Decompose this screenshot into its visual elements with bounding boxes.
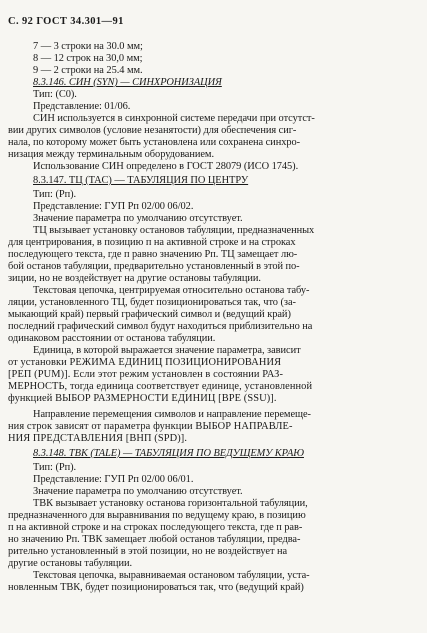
text-line: Тип: (Рп). — [33, 189, 77, 200]
text-line: мыкающий край) первый графический символ и (ведущий край) — [8, 309, 291, 320]
section-heading-148: 8.3.148. ТВК (TALE) — ТАБУЛЯЦИЯ ПО ВЕДУЩЕМУ КРАЮ — [33, 448, 304, 459]
text-line: последний графический символ будут находиться приблизительно на — [8, 321, 313, 332]
text-line: новленным ТВК, будет позиционироваться так, что (ведущий край) — [8, 582, 304, 593]
section-heading-147: 8.3.147. ТЦ (TAC) — ТАБУЛЯЦИЯ ПО ЦЕНТРУ — [33, 175, 249, 186]
text-line: Единица, в которой выражается значение параметра, зависит — [33, 345, 301, 356]
text-line: Текстовая цепочка, выравниваемая остановом табуляции, уста- — [33, 570, 310, 581]
text-line: Текстовая цепочка, центрируемая относительно останова табу- — [33, 285, 310, 296]
text-line: ния строк зависят от параметра функции ВЫБОР НАПРАВЛЕ- — [8, 421, 293, 432]
section-heading-146: 8.3.146. СИН (SYN) — СИНХРОНИЗАЦИЯ — [33, 77, 222, 88]
text-line: вии других символов (условие незанятости) для обеспечения сиг- — [8, 125, 297, 136]
text-line: Значение параметра по умолчанию отсутствует. — [33, 213, 243, 224]
text-line: Представление: ГУП Рп 02/00 06/01. — [33, 474, 194, 485]
text-line: Тип: (Рп). — [33, 462, 77, 473]
text-line: другие остановы табуляции. — [8, 558, 133, 569]
text-line: от установки РЕЖИМА ЕДИНИЦ ПОЗИЦИОНИРОВАНИЯ — [8, 357, 282, 368]
text-line: Значение параметра по умолчанию отсутствует. — [33, 486, 243, 497]
text-line: нала, по которому может быть установлена или сохранена синхро- — [8, 137, 301, 148]
text-line: Представление: ГУП Рп 02/00 06/02. — [33, 201, 194, 212]
text-line: 8 — 12 строк на 30,0 мм; — [33, 53, 143, 64]
text-line: одинаковом расстоянии от останова табуляции. — [8, 333, 216, 344]
text-line: Направление перемещения символов и направление перемеще- — [33, 409, 311, 420]
text-line: [РЕП (PUM)]. Если этот режим установлен в состоянии РАЗ- — [8, 369, 284, 380]
text-line: для центрирования, в позицию п на активной строке и на строках — [8, 237, 296, 248]
text-line: последующего текста, где п равно значению Рп. ТЦ замещает лю- — [8, 249, 298, 260]
text-line: МЕРНОСТЬ, тогда единица соответствует единице, установленной — [8, 381, 313, 392]
text-line: функцией ВЫБОР РАЗМЕРНОСТИ ЕДИНИЦ [ВРЕ (SSU)]. — [8, 393, 277, 404]
text-line: низация между терминальным оборудованием. — [8, 149, 215, 160]
text-line: ТВК вызывает установку останова горизонтальной табуляции, — [33, 498, 308, 509]
text-line: ТЦ вызывает установку остановов табуляции, предназначенных — [33, 225, 315, 236]
text-line: Представление: 01/06. — [33, 101, 131, 112]
text-line: рительно установленный в этой позиции, но не воздействует на — [8, 546, 288, 557]
text-line: ляции, установленного ТЦ, будет позиционироваться так, что (за- — [8, 297, 296, 308]
text-line: п на активной строке и на строках последующего текста, где п рав- — [8, 522, 303, 533]
text-line: НИЯ ПРЕДСТАВЛЕНИЯ [ВНП (SPD)]. — [8, 433, 188, 444]
text-line: зиции, но не воздействует на другие остановы табуляции. — [8, 273, 261, 284]
text-line: предназначенного для выравнивания по ведущему краю, в позицию — [8, 510, 306, 521]
text-line: но значению Рп. ТВК замещает любой останов табуляции, предва- — [8, 534, 301, 545]
text-line: 9 — 2 строки на 25.4 мм. — [33, 65, 143, 76]
text-line: СИН используется в синхронной системе передачи при отсутст- — [33, 113, 315, 124]
text-line: бой останов табуляции, предварительно установленный в этой по- — [8, 261, 300, 272]
text-line: Использование СИН определено в ГОСТ 28079 (ИСО 1745). — [33, 161, 299, 172]
text-line: 7 — 3 строки на 30.0 мм; — [33, 41, 143, 52]
page-header: С. 92 ГОСТ 34.301—91 — [8, 16, 124, 27]
text-line: Тип: (C0). — [33, 89, 77, 100]
